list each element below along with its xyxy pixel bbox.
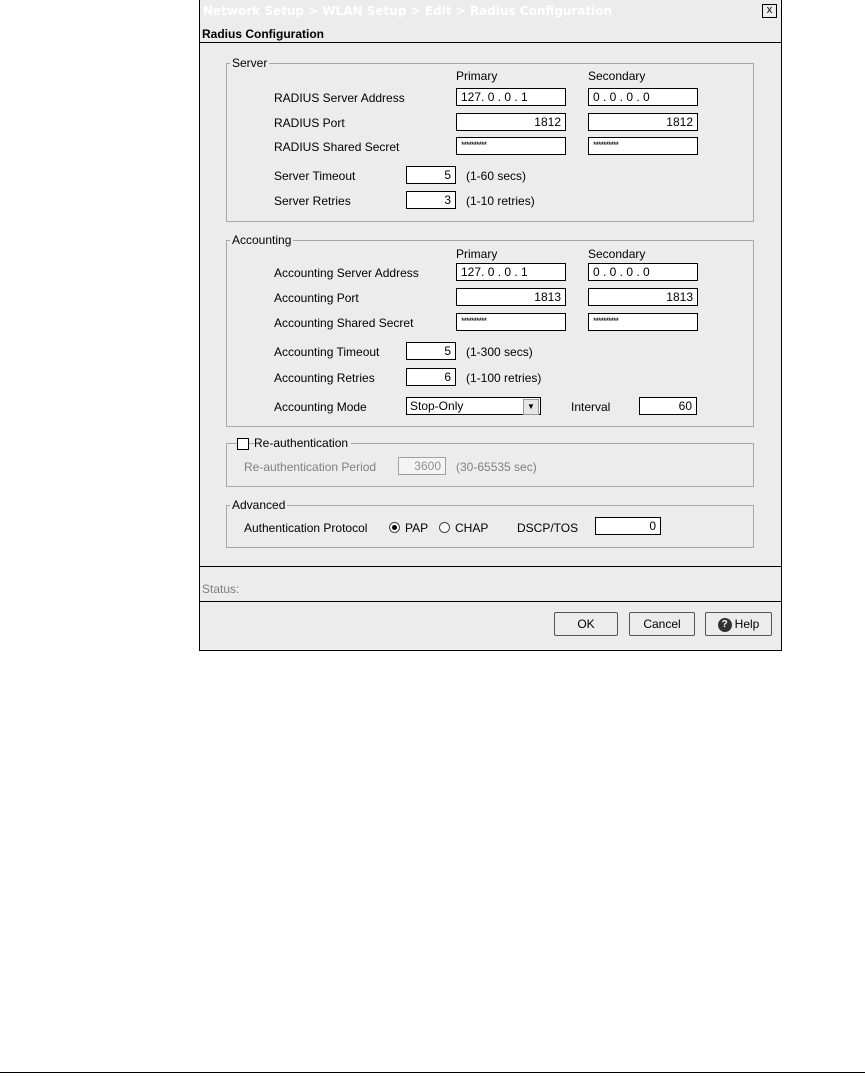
accounting-retries-label: Accounting Retries <box>274 371 375 385</box>
window-title: Network Setup > WLAN Setup > Edit > Radius Configuration <box>203 4 613 18</box>
accounting-legend: Accounting <box>232 233 292 247</box>
accounting-timeout-hint: (1-300 secs) <box>466 345 533 359</box>
ok-button-label: OK <box>577 617 595 631</box>
accounting-server-address-primary-input[interactable]: 127. 0 . 0 . 1 <box>456 263 566 281</box>
radius-port-primary-input[interactable]: 1812 <box>456 113 566 131</box>
interval-label: Interval <box>571 400 611 414</box>
accounting-secondary-header: Secondary <box>588 247 646 261</box>
page-title: Radius Configuration <box>202 27 324 41</box>
page-bottom-rule <box>0 1072 865 1073</box>
radius-port-secondary-input[interactable]: 1812 <box>588 113 698 131</box>
server-retries-label: Server Retries <box>274 194 351 208</box>
accounting-mode-label: Accounting Mode <box>274 400 367 414</box>
reauth-checkbox[interactable] <box>237 438 249 450</box>
status-label: Status: <box>202 582 240 596</box>
accounting-shared-secret-primary-input[interactable]: ********** <box>456 313 566 331</box>
radius-config-dialog <box>199 0 782 651</box>
chevron-down-icon: ▼ <box>523 399 539 415</box>
server-retries-input[interactable]: 3 <box>406 191 456 209</box>
server-secondary-header: Secondary <box>588 69 646 83</box>
help-icon: ? <box>718 618 732 632</box>
accounting-timeout-input[interactable]: 5 <box>406 342 456 360</box>
accounting-port-primary-input[interactable]: 1813 <box>456 288 566 306</box>
accounting-mode-value: Stop-Only <box>410 399 464 413</box>
accounting-port-secondary-input[interactable]: 1813 <box>588 288 698 306</box>
server-timeout-hint: (1-60 secs) <box>466 169 527 183</box>
radius-server-address-secondary-input[interactable]: 0 . 0 . 0 . 0 <box>588 88 698 106</box>
accounting-port-label: Accounting Port <box>274 291 359 305</box>
reauth-checkbox-label: Re-authentication <box>254 436 351 450</box>
server-retries-hint: (1-10 retries) <box>466 194 535 208</box>
reauth-period-hint: (30-65535 sec) <box>456 460 537 474</box>
status-divider-top <box>200 566 781 567</box>
auth-protocol-label: Authentication Protocol <box>244 521 368 535</box>
chap-radio[interactable] <box>439 522 450 533</box>
help-button-label: Help <box>734 617 760 631</box>
cancel-button-label: Cancel <box>643 617 681 631</box>
pap-radio[interactable] <box>389 522 400 533</box>
radius-shared-secret-primary-input[interactable]: ********** <box>456 137 566 155</box>
advanced-legend: Advanced <box>232 498 286 512</box>
dscp-tos-input[interactable]: 0 <box>595 517 661 535</box>
accounting-shared-secret-secondary-input[interactable]: ********** <box>588 313 698 331</box>
radius-shared-secret-label: RADIUS Shared Secret <box>274 140 400 154</box>
reauth-period-label: Re-authentication Period <box>244 460 377 474</box>
close-button[interactable] <box>762 4 777 18</box>
title-bar <box>200 0 781 22</box>
pap-label: PAP <box>405 521 429 535</box>
heading-divider <box>200 42 781 43</box>
accounting-primary-header: Primary <box>456 247 498 261</box>
accounting-retries-input[interactable]: 6 <box>406 368 456 386</box>
chap-label: CHAP <box>455 521 489 535</box>
server-timeout-label: Server Timeout <box>274 169 356 183</box>
radius-port-label: RADIUS Port <box>274 116 345 130</box>
radius-shared-secret-secondary-input[interactable]: ********** <box>588 137 698 155</box>
accounting-mode-select[interactable] <box>406 397 541 415</box>
accounting-server-address-secondary-input[interactable]: 0 . 0 . 0 . 0 <box>588 263 698 281</box>
interval-input[interactable]: 60 <box>639 397 697 415</box>
radius-server-address-label: RADIUS Server Address <box>274 91 405 105</box>
cancel-button[interactable] <box>629 612 695 636</box>
accounting-server-address-label: Accounting Server Address <box>274 266 419 280</box>
server-primary-header: Primary <box>456 69 498 83</box>
reauth-period-input[interactable]: 3600 <box>398 457 446 475</box>
help-button[interactable] <box>705 612 772 636</box>
dscp-tos-label: DSCP/TOS <box>517 521 579 535</box>
radius-server-address-primary-input[interactable]: 127. 0 . 0 . 1 <box>456 88 566 106</box>
server-legend: Server <box>232 56 268 70</box>
ok-button[interactable] <box>554 612 618 636</box>
accounting-timeout-label: Accounting Timeout <box>274 345 380 359</box>
accounting-retries-hint: (1-100 retries) <box>466 371 542 385</box>
accounting-shared-secret-label: Accounting Shared Secret <box>274 316 414 330</box>
close-icon: x <box>766 4 773 16</box>
status-divider-bottom <box>200 601 781 602</box>
server-timeout-input[interactable]: 5 <box>406 166 456 184</box>
